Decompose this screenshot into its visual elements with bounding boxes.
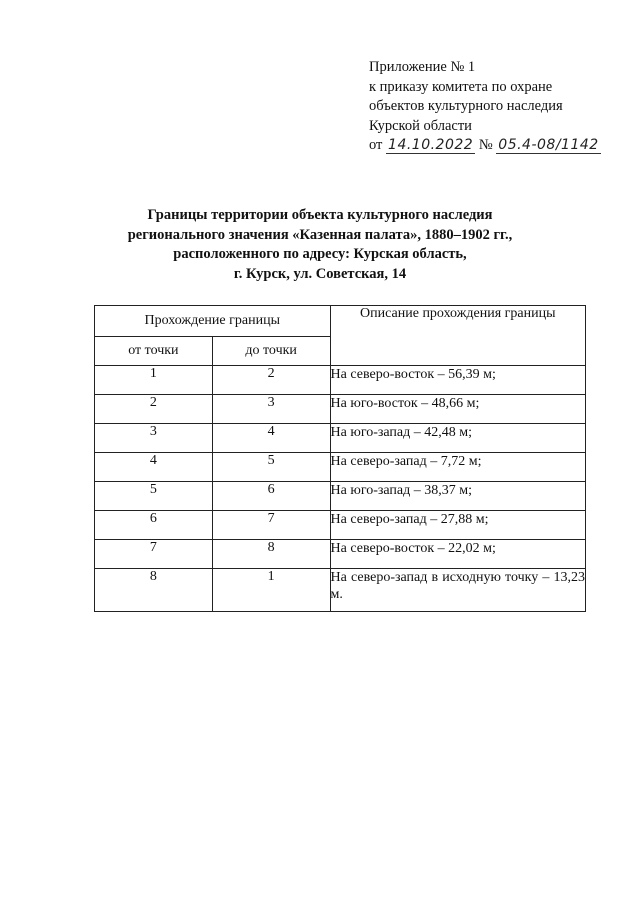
appendix-committee: объектов культурного наследия xyxy=(369,98,563,114)
table-row xyxy=(95,366,586,395)
to-point-cell: 3 xyxy=(212,395,330,424)
title-line-4: г. Курск, ул. Советская, 14 xyxy=(233,265,407,282)
header-passage: Прохождение границы xyxy=(95,306,331,337)
from-point-cell: 2 xyxy=(95,395,213,424)
appendix-date-line xyxy=(369,136,634,156)
from-point-cell: 4 xyxy=(95,453,213,482)
table-row xyxy=(95,482,586,511)
header-from-point: от точки xyxy=(95,337,213,366)
appendix-region: Курской области xyxy=(369,117,472,134)
from-point-cell: 5 xyxy=(95,482,213,511)
description-cell: На северо-восток – 56,39 м; xyxy=(330,366,585,395)
to-point-cell: 4 xyxy=(212,424,330,453)
to-point-cell: 6 xyxy=(212,482,330,511)
header-description: Описание прохождения границы xyxy=(330,306,585,366)
header-to-point: до точки xyxy=(212,337,330,366)
appendix-number: Приложение № 1 xyxy=(369,59,476,75)
from-point-cell: 7 xyxy=(95,540,213,569)
from-point-cell: 6 xyxy=(95,511,213,540)
to-point-cell: 5 xyxy=(212,453,330,482)
appendix-header xyxy=(369,58,634,156)
order-number: 05.4-08/1142 xyxy=(498,137,599,153)
from-label: от xyxy=(369,137,383,153)
table-row xyxy=(95,511,586,540)
table-row xyxy=(95,569,586,612)
table-row xyxy=(95,395,586,424)
to-point-cell: 1 xyxy=(212,569,330,612)
description-cell: На северо-запад в исходную точку – 13,23 м. xyxy=(330,569,585,612)
title-line-2: регионального значения «Казенная палата», 1880–1902 гг., xyxy=(127,226,513,243)
title-line-1: Границы территории объекта культурного наследия xyxy=(147,207,493,223)
from-point-cell: 1 xyxy=(95,366,213,395)
to-point-cell: 8 xyxy=(212,540,330,569)
table-row xyxy=(95,453,586,482)
boundary-table xyxy=(94,305,586,612)
number-label: № xyxy=(478,137,493,153)
description-cell: На северо-запад – 27,88 м; xyxy=(330,511,585,540)
description-cell: На юго-запад – 38,37 м; xyxy=(330,482,585,511)
from-point-cell: 8 xyxy=(95,569,213,612)
table-row xyxy=(95,540,586,569)
description-cell: На юго-запад – 42,48 м; xyxy=(330,424,585,453)
description-cell: На юго-восток – 48,66 м; xyxy=(330,395,585,424)
description-cell: На северо-запад – 7,72 м; xyxy=(330,453,585,482)
to-point-cell: 7 xyxy=(212,511,330,540)
description-cell: На северо-восток – 22,02 м; xyxy=(330,540,585,569)
document-title xyxy=(60,206,580,284)
title-line-3: расположенного по адресу: Курская область, xyxy=(173,246,467,262)
order-date: 14.10.2022 xyxy=(388,137,474,153)
table-row xyxy=(95,424,586,453)
from-point-cell: 3 xyxy=(95,424,213,453)
to-point-cell: 2 xyxy=(212,366,330,395)
appendix-order-ref: к приказу комитета по охране xyxy=(369,78,553,95)
